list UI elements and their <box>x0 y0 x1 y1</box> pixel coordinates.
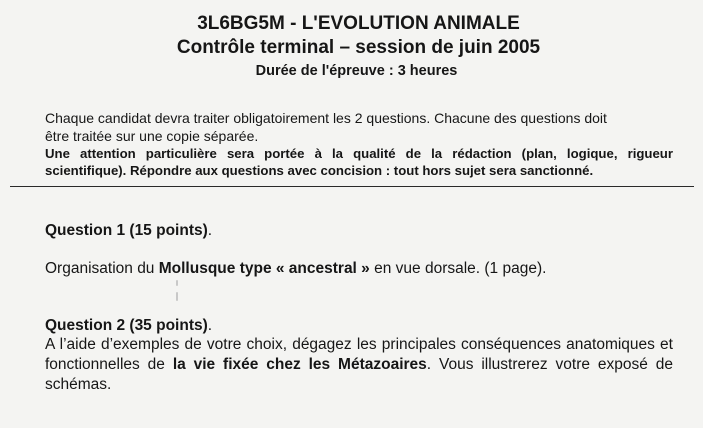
question-2-text <box>45 335 673 395</box>
question-2-text-start: A l’aide d’exemples de votre choix, dégagez les principales conséquences anatomiques et fonctionnelles de <box>45 336 673 373</box>
scan-speck <box>176 292 178 301</box>
question-2-keyword: la vie fixée chez les Métazoaires <box>172 356 427 373</box>
question-1-text-end: en vue dorsale. (1 page). <box>369 260 547 277</box>
session-title: Contrôle terminal – session de juin 2005 <box>176 37 541 58</box>
question-1-text-start: Organisation du <box>45 260 159 277</box>
question-2-title: Question 2 (35 points) <box>45 317 208 334</box>
question-1-keyword: Mollusque type « ancestral » <box>158 260 370 277</box>
instructions-block <box>45 109 673 179</box>
question-2-text-end: . Vous illustrerez votre exposé de schémas. <box>45 356 674 393</box>
section-divider <box>10 186 694 187</box>
question-2-title-suffix: . <box>207 317 213 334</box>
course-title: 3L6BG5M - L'EVOLUTION ANIMALE <box>197 13 520 34</box>
question-2-heading <box>45 316 212 336</box>
question-1-title: Question 1 (15 points) <box>45 222 208 239</box>
instructions-line-1: Chaque candidat devra traiter obligatoirement les 2 questions. Chacune des questions doit <box>45 110 607 126</box>
exam-header <box>0 12 703 82</box>
instructions-line-2: être traitée sur une copie séparée. <box>45 128 259 144</box>
scan-speck <box>176 280 178 286</box>
question-1-heading <box>45 221 212 241</box>
duration-line: Durée de l'épreuve : 3 heures <box>255 63 458 79</box>
instructions-warning: Une attention particulière sera portée à la qualité de la rédaction (plan, logique, rigueur scientifique). Répondre aux questions avec concision : tout hors sujet sera sanctionné. <box>45 146 673 178</box>
question-1-text <box>45 259 546 279</box>
question-1-title-suffix: . <box>207 222 213 239</box>
